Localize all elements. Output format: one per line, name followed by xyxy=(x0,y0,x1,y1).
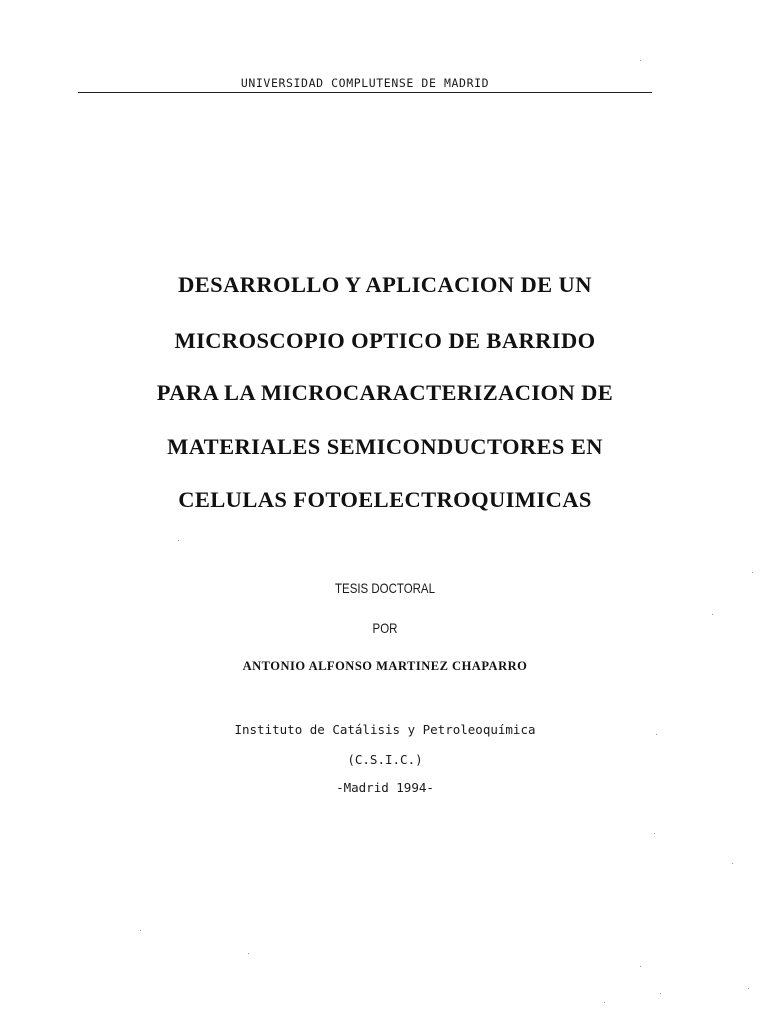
title-line-3: PARA LA MICROCARACTERIZACION DE xyxy=(156,380,614,405)
title-line-5: CELULAS FOTOELECTROQUIMICAS xyxy=(178,487,592,512)
institution-name: Instituto de Catálisis y Petroleoquímica xyxy=(234,722,536,737)
scan-speck xyxy=(654,833,655,834)
title-line-2: MICROSCOPIO OPTICO DE BARRIDO xyxy=(174,328,596,353)
scan-speck xyxy=(178,540,179,541)
scan-speck xyxy=(732,863,733,864)
place-date: -Madrid 1994- xyxy=(336,780,434,795)
scan-speck xyxy=(748,988,749,989)
scan-speck xyxy=(604,1002,605,1003)
author-name: ANTONIO ALFONSO MARTINEZ CHAPARRO xyxy=(242,659,528,673)
header-rule xyxy=(78,92,652,93)
organization-name: (C.S.I.C.) xyxy=(347,752,423,767)
scan-speck xyxy=(640,60,641,61)
scan-speck xyxy=(656,734,657,735)
university-name: UNIVERSIDAD COMPLUTENSE DE MADRID xyxy=(240,76,490,90)
scan-speck xyxy=(712,614,713,615)
scan-speck xyxy=(752,572,753,573)
scan-speck xyxy=(640,966,641,967)
thesis-type: TESIS DOCTORAL xyxy=(335,580,435,596)
scan-speck xyxy=(660,993,661,994)
title-line-4: MATERIALES SEMICONDUCTORES EN xyxy=(167,434,603,459)
university-header xyxy=(78,76,652,96)
scan-speck xyxy=(140,930,141,931)
by-label: POR xyxy=(372,620,398,636)
title-line-1: DESARROLLO Y APLICACION DE UN xyxy=(178,272,592,297)
scan-speck xyxy=(248,953,249,954)
